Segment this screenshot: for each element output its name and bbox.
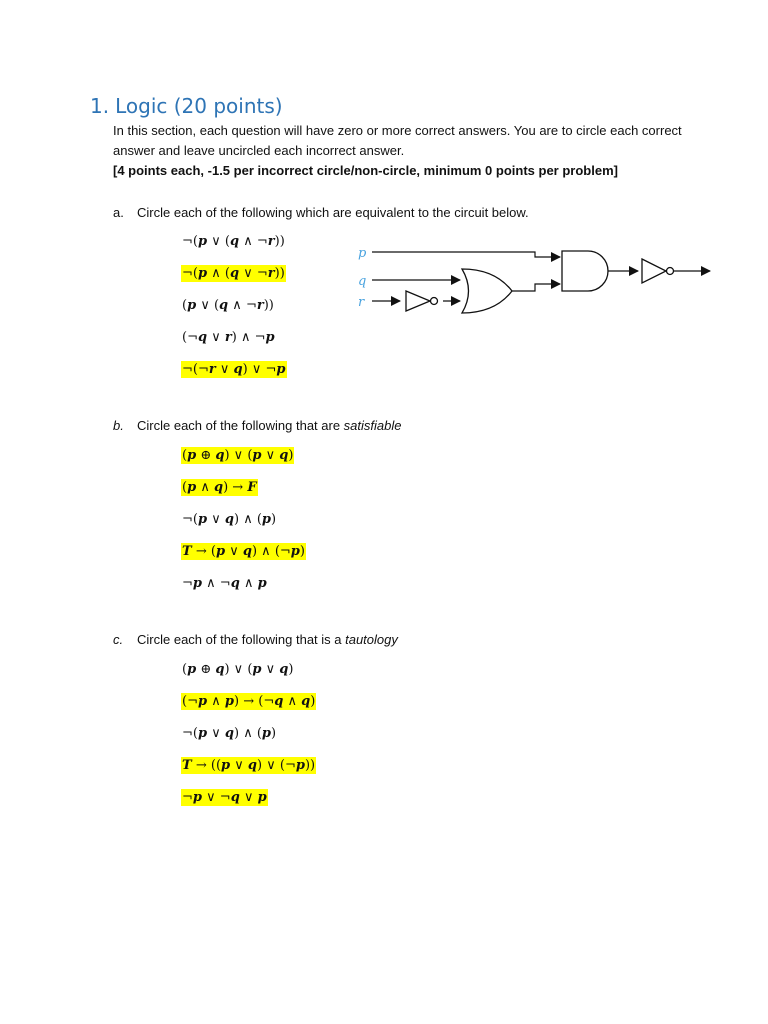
- section-number: 1.: [90, 94, 110, 118]
- question-prompt: Circle each of the following which are equivalent to the circuit below.: [137, 205, 529, 220]
- answer-option[interactable]: ¬(p ∨ q) ∧ (p): [182, 512, 277, 527]
- circuit-wires: [372, 252, 710, 301]
- answer-option[interactable]: ¬(p ∧ (q ∨ ¬r)): [182, 266, 285, 281]
- question-emphasis: tautology: [345, 632, 398, 647]
- not-gate-output: [642, 259, 674, 283]
- section-heading: [90, 94, 283, 118]
- question-letter: b.: [113, 418, 124, 433]
- section-intro: [113, 121, 713, 181]
- answer-option[interactable]: (¬q ∨ r) ∧ ¬p: [182, 330, 275, 345]
- scoring-text: [4 points each, -1.5 per incorrect circle/non-circle, minimum 0 points per problem]: [113, 163, 618, 178]
- question-prompt: Circle each of the following that is a: [137, 632, 346, 647]
- logic-circuit-diagram: [350, 235, 720, 325]
- answer-option[interactable]: (p ∧ q) → F: [182, 480, 257, 495]
- input-label-r: r: [358, 295, 365, 310]
- answer-option[interactable]: ¬(p ∨ (q ∧ ¬r)): [182, 234, 285, 249]
- not-gate-r: [406, 291, 438, 311]
- answer-option[interactable]: (p ⊕ q) ∨ (p ∨ q): [182, 662, 294, 677]
- answer-option[interactable]: ¬p ∧ ¬q ∧ p: [182, 576, 267, 591]
- question-emphasis: satisfiable: [343, 418, 402, 433]
- answer-option[interactable]: T → ((p ∨ q) ∨ (¬p)): [182, 758, 316, 773]
- answer-option[interactable]: ¬p ∨ ¬q ∨ p: [182, 790, 267, 805]
- answer-option[interactable]: (¬p ∧ p) → (¬q ∧ q): [182, 694, 316, 709]
- answer-option[interactable]: ¬(¬r ∨ q) ∨ ¬p: [182, 362, 286, 377]
- and-gate: [562, 251, 608, 291]
- answer-option[interactable]: (p ∨ (q ∧ ¬r)): [182, 298, 274, 313]
- answer-option[interactable]: T → (p ∨ q) ∧ (¬p): [182, 544, 305, 559]
- or-gate: [462, 269, 512, 313]
- answer-option[interactable]: ¬(p ∨ q) ∧ (p): [182, 726, 277, 741]
- input-labels: [358, 246, 367, 310]
- question-prompt: Circle each of the following that are: [137, 418, 344, 433]
- input-label-q: q: [358, 274, 367, 289]
- answer-option[interactable]: (p ⊕ q) ∨ (p ∨ q): [182, 448, 294, 463]
- question-a: [113, 204, 529, 222]
- intro-text: In this section, each question will have zero or more correct answers. You are to circle each correct answer and leave uncircled each incorrect answer.: [113, 123, 682, 158]
- input-label-p: p: [358, 246, 367, 261]
- question-c: [113, 631, 398, 649]
- question-b: [113, 417, 401, 435]
- question-letter: a.: [113, 205, 124, 220]
- section-title: Logic (20 points): [115, 94, 283, 118]
- question-letter: c.: [113, 632, 124, 647]
